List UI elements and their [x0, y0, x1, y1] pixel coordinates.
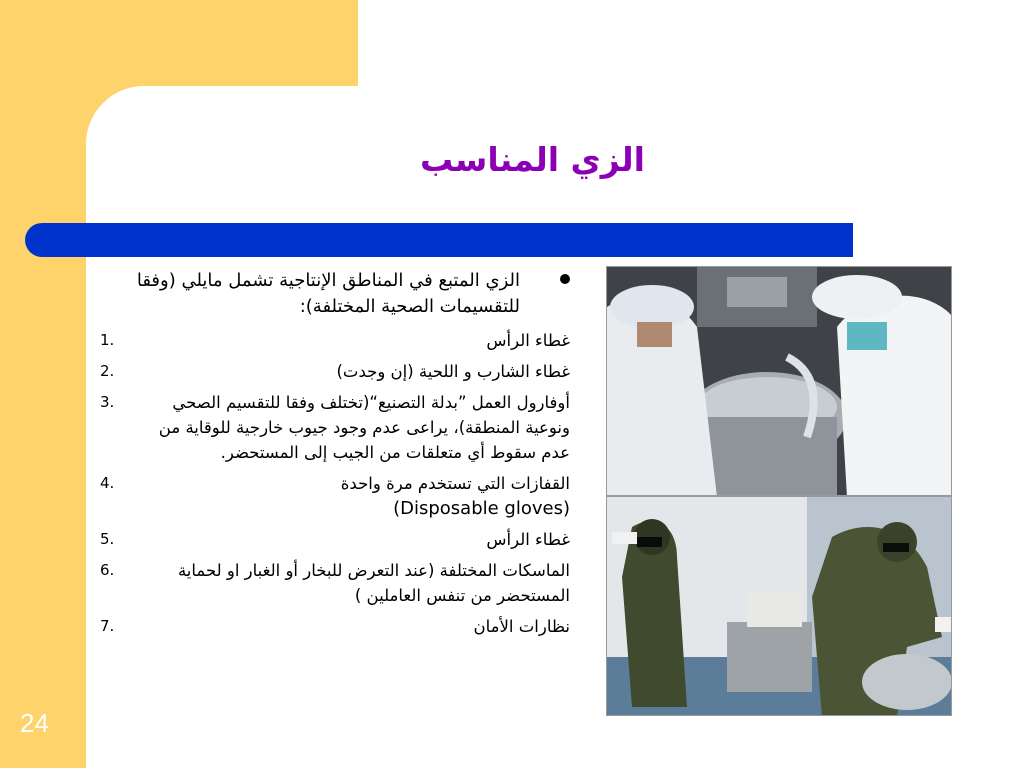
list-item-text: غطاء الرأس [486, 331, 570, 350]
list-item [90, 614, 570, 639]
list-item-text: غطاء الشارب و اللحية (إن وجدت) [336, 362, 570, 381]
list-item-number: 3. [100, 393, 115, 411]
list-item-number: 7. [100, 617, 115, 635]
list-item-number: 6. [100, 561, 115, 579]
list-item [90, 328, 570, 353]
list-item-number: 5. [100, 530, 115, 548]
list-item-english-term: (Disposable gloves) [393, 498, 570, 519]
photo-workers-at-vessel [606, 266, 952, 496]
photo-coveralls-illustration [607, 497, 952, 716]
list-item [90, 359, 570, 384]
clothing-list [90, 328, 570, 639]
list-item [90, 390, 570, 465]
photo-workers-coveralls [606, 496, 952, 716]
intro-text: الزي المتبع في المناطق الإنتاجية تشمل مايلي (وفقا للتقسيمات الصحية المختلفة): [136, 270, 520, 317]
list-item [90, 527, 570, 552]
list-item [90, 471, 570, 521]
left-decor-band [0, 0, 86, 768]
title-underline-bar [42, 223, 853, 257]
list-item-text-wrap [140, 471, 570, 521]
list-item-text: القفازات التي تستخدم مرة واحدة [340, 474, 570, 493]
page-number: 24 [20, 708, 49, 738]
top-decor-band [0, 0, 358, 86]
list-item-text: نظارات الأمان [473, 617, 570, 636]
photo-vessel-illustration [607, 267, 952, 496]
list-item [90, 558, 570, 608]
slide-title: الزي المناسب [419, 140, 645, 179]
slide-body [90, 268, 570, 645]
list-item-number: 4. [100, 474, 115, 492]
list-item-text: غطاء الرأس [486, 530, 570, 549]
bullet-dot [560, 274, 570, 284]
list-item-number: 2. [100, 362, 115, 380]
list-item-text: أوفارول العمل ”بدلة التصنيع“(تختلف وفقا للتقسيم الصحي ونوعية المنطقة)، يراعى عدم وجود جيوب خارجية للوقاية من عدم سقوط أي متعلقات من الجيب إلى المستحضر. [158, 393, 570, 462]
list-item-number: 1. [100, 331, 115, 349]
list-item-text: الماسكات المختلفة (عند التعرض للبخار أو الغبار او لحماية المستحضر من تنفس العاملين ) [177, 561, 570, 605]
